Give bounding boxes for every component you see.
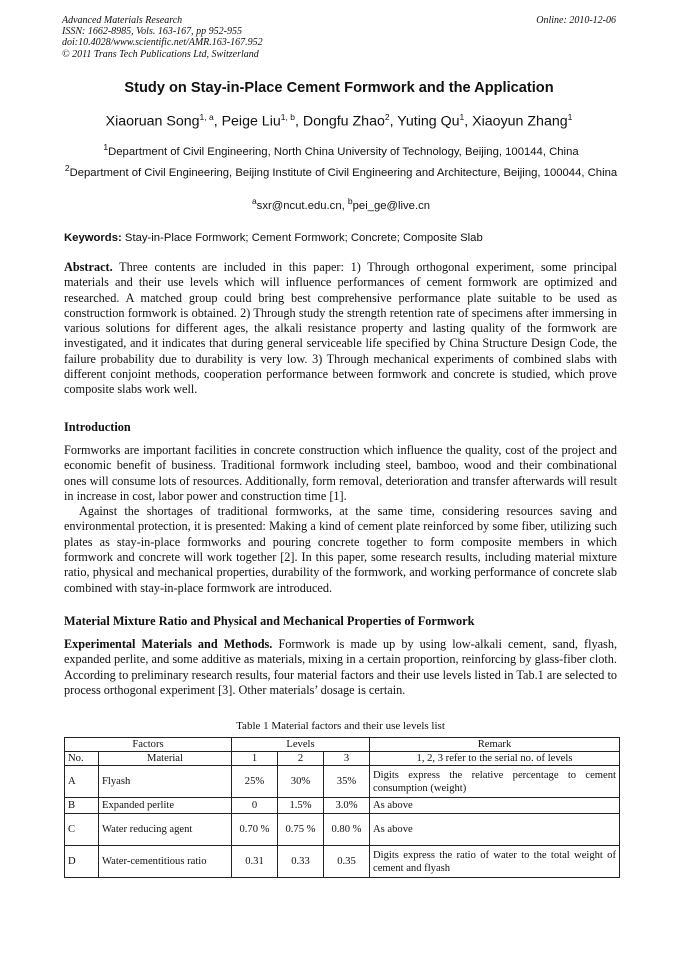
cell-remark: Digits express the relative percentage to cement consumption (weight) xyxy=(370,766,620,798)
cell-level-1: 0.70 % xyxy=(232,814,278,846)
affiliation-1 xyxy=(64,140,618,159)
author-list: Xiaoruan Song$^{1, a}$, Peige Liu$^{1, b}$, Dongfu Zhao$^2$, Yuting Qu$^1$, Xiaoyun Zhang$^1$ xyxy=(105,112,573,130)
email-sup: b xyxy=(347,196,353,206)
affiliation-2 xyxy=(64,161,618,180)
cell-material: Water reducing agent xyxy=(99,814,232,846)
author-name: Xiaoruan Song xyxy=(105,113,200,130)
table-caption: Table 1 Material factors and their use levels list xyxy=(236,720,445,732)
author-sup: 1 xyxy=(459,112,465,122)
cell-material: Water-cementitious ratio xyxy=(99,846,232,878)
cell-no: A xyxy=(65,766,99,798)
sub-heading: Experimental Materials and Methods. xyxy=(64,637,273,651)
email-a[interactable]: sxr@ncut.edu.cn xyxy=(256,199,342,212)
table-subheader-row xyxy=(65,752,620,766)
doi-line: doi:10.4028/www.scientific.net/AMR.163-167.952 xyxy=(62,37,263,49)
cell-remark: As above xyxy=(370,798,620,814)
affiliation-sup: 1 xyxy=(103,142,109,152)
abstract-text: Three contents are included in this paper: 1) Through orthogonal experiment, some principal materials and their use levels which will influence performances of cement formwork are optimized and researched. A matched group could bring best comprehensive performance plate suitable to be used as construction formwork is obtained. 2) Through study the strength retention rate of specimens after immersing in various solutions for different ages, the alkali resistance property and lasting quality of the formwork are investigated, and it indicates that during general serviceable life specified by China Structure Design Code, the failure probability due to durability is very low. 3) Through mechanical experiments of combined slabs with different conjoint methods, cooperation performance between formwork and concrete is studied, which prove composite slabs work well. xyxy=(64,260,617,397)
header-factors: Factors xyxy=(65,738,232,752)
author-sup: 1, a xyxy=(199,112,214,122)
cell-level-2: 30% xyxy=(278,766,324,798)
author-sup: 2 xyxy=(384,112,390,122)
table-row xyxy=(65,766,620,798)
material-factors-table xyxy=(64,737,620,878)
header-level-2: 2 xyxy=(278,752,324,766)
keywords xyxy=(64,232,483,244)
section-body xyxy=(64,637,617,698)
cell-remark: As above xyxy=(370,814,620,846)
cell-level-1: 25% xyxy=(232,766,278,798)
table-row xyxy=(65,798,620,814)
email-sup: a xyxy=(251,196,257,206)
email-line: $^a$sxr@ncut.edu.cn, $^b$pei_ge@live.cn xyxy=(251,196,431,212)
cell-material: Flyash xyxy=(99,766,232,798)
issn-line: ISSN: 1662-8985, Vols. 163-167, pp 952-955 xyxy=(62,26,242,38)
cell-level-3: 35% xyxy=(324,766,370,798)
abstract xyxy=(64,260,617,398)
table-row xyxy=(65,846,620,878)
keywords-label: Keywords: xyxy=(64,232,122,244)
table-header-row xyxy=(65,738,620,752)
cell-no: D xyxy=(65,846,99,878)
paper-title: Study on Stay-in-Place Cement Formwork and the Application xyxy=(124,80,554,96)
cell-level-1: 0 xyxy=(232,798,278,814)
affiliation-sup: 2 xyxy=(64,163,70,173)
header-remark: Remark xyxy=(370,738,620,752)
cell-level-2: 0.75 % xyxy=(278,814,324,846)
author-name: Xiaoyun Zhang xyxy=(472,113,568,130)
cell-material: Expanded perlite xyxy=(99,798,232,814)
cell-level-1: 0.31 xyxy=(232,846,278,878)
intro-body xyxy=(64,443,617,596)
intro-paragraph: Against the shortages of traditional formworks, at the same time, considering resources saving and environmental protection, it is presented: Making a kind of cement plate reinforced by some fiber, utilizing such plates as stay-in-place formworks and pouring concrete together to form composite members in which formwork and concrete will work together [2]. In this paper, some research results, including material mixture ratio, physical and mechanical properties, durability of the formwork, and working performance of concrete slab combined with stay-in-place formwork are introduced. xyxy=(64,504,617,595)
cell-no: C xyxy=(65,814,99,846)
intro-paragraph: Formworks are important facilities in concrete construction which influence the quality, cost of the project and economic benefit of business. Traditional formwork including steel, bamboo, wood and their combinational ones will consume lots of resources. Additionally, form removal, deterioration and transfer afterwards will result in increase in cost, labor power and construction time [1]. xyxy=(64,443,617,503)
cell-level-3: 3.0% xyxy=(324,798,370,814)
author-sup: 1, b xyxy=(280,112,295,122)
header-levels: Levels xyxy=(232,738,370,752)
header-material: Material xyxy=(99,752,232,766)
section-text: Formwork is made up by using low-alkali cement, sand, flyash, expanded perlite, and some additive as materials, mixing in a certain proportion, reinforcing by glass-fiber cloth. According to preliminary research results, four material factors and their use levels listed in Tab.1 are selected to process orthogonal experiment [3]. Other materials’ dosage is certain. xyxy=(64,637,618,697)
header-no: No. xyxy=(65,752,99,766)
header-level-3: 3 xyxy=(324,752,370,766)
affiliation-text: Department of Civil Engineering, Beijing Institute of Civil Engineering and Architecture, Beijing, 100044, China xyxy=(69,166,618,179)
online-date: Online: 2010-12-06 xyxy=(536,15,616,26)
keywords-text: Stay-in-Place Formwork; Cement Formwork; Concrete; Composite Slab xyxy=(124,232,483,244)
header-level-1: 1 xyxy=(232,752,278,766)
header-remark-note: 1, 2, 3 refer to the serial no. of levels xyxy=(370,752,620,766)
affiliation-text: Department of Civil Engineering, North China University of Technology, Beijing, 100144, China xyxy=(108,145,579,158)
cell-level-3: 0.80 % xyxy=(324,814,370,846)
email-b[interactable]: pei_ge@live.cn xyxy=(352,199,431,212)
journal-name: Advanced Materials Research xyxy=(62,15,183,26)
journal-header xyxy=(62,15,263,60)
abstract-label: Abstract. xyxy=(64,260,113,274)
table-row xyxy=(65,814,620,846)
author-sup: 1 xyxy=(567,112,573,122)
cell-level-2: 1.5% xyxy=(278,798,324,814)
cell-remark: Digits express the ratio of water to the total weight of cement and flyash xyxy=(370,846,620,878)
copyright-line: © 2011 Trans Tech Publications Ltd, Switzerland xyxy=(62,48,259,60)
author-name: Peige Liu xyxy=(221,113,281,130)
cell-level-3: 0.35 xyxy=(324,846,370,878)
cell-no: B xyxy=(65,798,99,814)
cell-level-2: 0.33 xyxy=(278,846,324,878)
section-heading: Material Mixture Ratio and Physical and Mechanical Properties of Formwork xyxy=(64,614,475,628)
author-name: Dongfu Zhao xyxy=(302,113,385,130)
author-name: Yuting Qu xyxy=(397,113,460,130)
intro-heading: Introduction xyxy=(64,420,131,434)
